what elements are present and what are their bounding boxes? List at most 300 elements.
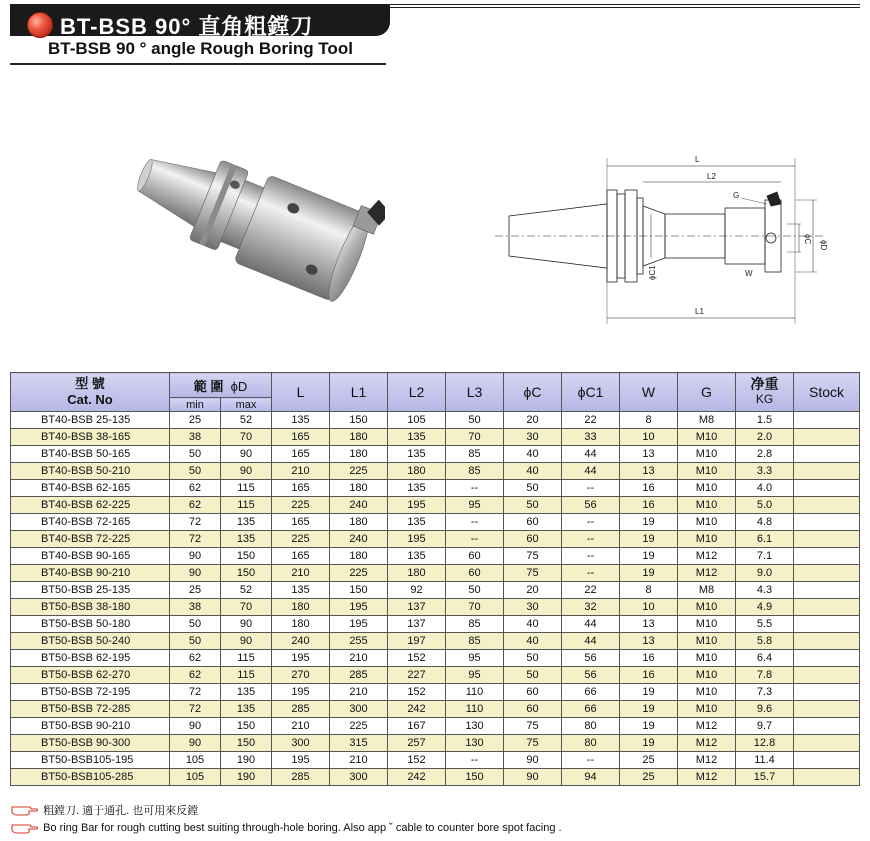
cell-d-min: 90 [170, 565, 221, 582]
table-row [11, 582, 860, 599]
cell-stock [794, 633, 860, 650]
cell-d-min: 72 [170, 514, 221, 531]
cell-l1: 180 [330, 548, 388, 565]
cell-l3: -- [446, 531, 504, 548]
cell-c: 60 [504, 514, 562, 531]
cell-l2: 180 [388, 463, 446, 480]
cell-c: 60 [504, 701, 562, 718]
cell-d-min: 62 [170, 480, 221, 497]
footnote [10, 802, 198, 818]
table-row [11, 633, 860, 650]
cell-weight: 1.5 [736, 412, 794, 429]
cell-cat-no: BT40-BSB 62-165 [11, 480, 170, 497]
header-cat-cn: 型 號 [75, 376, 105, 391]
cell-weight: 6.4 [736, 650, 794, 667]
cell-l2: 105 [388, 412, 446, 429]
cell-c: 75 [504, 548, 562, 565]
cell-l3: 95 [446, 497, 504, 514]
cell-c1: -- [562, 548, 620, 565]
cell-stock [794, 565, 860, 582]
cell-w: 13 [620, 463, 678, 480]
header-weight [736, 373, 794, 412]
cell-d-max: 150 [221, 548, 272, 565]
subtitle-rule [10, 63, 386, 65]
cell-cat-no: BT50-BSB105-285 [11, 769, 170, 786]
header-range-d: ϕD [230, 378, 248, 394]
page-subtitle: BT-BSB 90 ° angle Rough Boring Tool [48, 39, 353, 58]
cell-l: 135 [272, 412, 330, 429]
cell-d-min: 105 [170, 752, 221, 769]
cell-l2: 242 [388, 701, 446, 718]
cell-cat-no: BT50-BSB 38-180 [11, 599, 170, 616]
cell-g: M10 [678, 480, 736, 497]
cell-g: M12 [678, 769, 736, 786]
cell-d-max: 135 [221, 514, 272, 531]
cell-w: 16 [620, 480, 678, 497]
cell-l3: 50 [446, 412, 504, 429]
table-row [11, 701, 860, 718]
cell-l: 285 [272, 701, 330, 718]
header-g: G [678, 373, 736, 412]
header-rule [388, 4, 860, 5]
cell-l1: 195 [330, 616, 388, 633]
cell-c: 40 [504, 633, 562, 650]
cell-w: 19 [620, 735, 678, 752]
cell-l1: 255 [330, 633, 388, 650]
cell-w: 13 [620, 616, 678, 633]
cell-weight: 5.0 [736, 497, 794, 514]
cell-d-max: 90 [221, 446, 272, 463]
cell-w: 19 [620, 565, 678, 582]
cell-weight: 9.7 [736, 718, 794, 735]
cell-l1: 150 [330, 582, 388, 599]
cell-stock [794, 497, 860, 514]
cell-g: M12 [678, 735, 736, 752]
cell-cat-no: BT50-BSB 25-135 [11, 582, 170, 599]
cell-l: 165 [272, 480, 330, 497]
cell-cat-no: BT40-BSB 90-210 [11, 565, 170, 582]
cell-l1: 300 [330, 769, 388, 786]
cell-l2: 135 [388, 514, 446, 531]
cell-g: M10 [678, 599, 736, 616]
cell-l1: 150 [330, 412, 388, 429]
cell-d-min: 72 [170, 701, 221, 718]
cell-l3: 50 [446, 582, 504, 599]
cell-l: 165 [272, 429, 330, 446]
cell-c: 90 [504, 769, 562, 786]
cell-g: M10 [678, 684, 736, 701]
cell-l2: 167 [388, 718, 446, 735]
cell-l1: 240 [330, 497, 388, 514]
cell-w: 10 [620, 429, 678, 446]
header-w: W [620, 373, 678, 412]
cell-d-min: 62 [170, 497, 221, 514]
cell-c: 30 [504, 599, 562, 616]
cell-g: M8 [678, 412, 736, 429]
cell-l3: 110 [446, 701, 504, 718]
cell-l3: 150 [446, 769, 504, 786]
cell-l2: 180 [388, 565, 446, 582]
cell-l2: 137 [388, 599, 446, 616]
cell-c: 40 [504, 616, 562, 633]
cell-weight: 2.0 [736, 429, 794, 446]
cell-d-max: 52 [221, 582, 272, 599]
cell-g: M10 [678, 531, 736, 548]
cell-l: 300 [272, 735, 330, 752]
cell-l2: 195 [388, 497, 446, 514]
header-stock: Stock [794, 373, 860, 412]
cell-l2: 197 [388, 633, 446, 650]
cell-l2: 92 [388, 582, 446, 599]
cell-l3: 95 [446, 650, 504, 667]
cell-c1: -- [562, 565, 620, 582]
table-row [11, 599, 860, 616]
cell-d-max: 135 [221, 701, 272, 718]
cell-l1: 225 [330, 463, 388, 480]
cell-stock [794, 718, 860, 735]
cell-c1: 44 [562, 463, 620, 480]
cell-l3: 85 [446, 633, 504, 650]
cell-l2: 227 [388, 667, 446, 684]
cell-c1: 22 [562, 412, 620, 429]
table-row [11, 616, 860, 633]
header-l: L [272, 373, 330, 412]
cell-weight: 7.1 [736, 548, 794, 565]
cell-c1: 80 [562, 735, 620, 752]
cell-weight: 2.8 [736, 446, 794, 463]
cell-stock [794, 514, 860, 531]
cell-stock [794, 650, 860, 667]
cell-l: 165 [272, 514, 330, 531]
header-weight-unit: KG [755, 392, 774, 406]
table-row [11, 735, 860, 752]
cell-c1: 22 [562, 582, 620, 599]
cell-l3: 85 [446, 616, 504, 633]
cell-g: M10 [678, 616, 736, 633]
dimension-label: L1 [695, 307, 704, 316]
cell-cat-no: BT50-BSB 72-195 [11, 684, 170, 701]
cell-l3: 60 [446, 565, 504, 582]
header-c1: ϕC1 [562, 373, 620, 412]
cell-weight: 4.9 [736, 599, 794, 616]
dimension-label: ϕD [819, 240, 828, 251]
cell-l: 270 [272, 667, 330, 684]
cell-l2: 257 [388, 735, 446, 752]
cell-stock [794, 616, 860, 633]
cell-l1: 210 [330, 752, 388, 769]
title-bar [10, 4, 390, 39]
footnote-text: 粗鏜刀. 適于通孔. 也可用來反鏜 [43, 805, 199, 817]
table-row [11, 650, 860, 667]
dimension-label: G [733, 191, 740, 200]
cell-l1: 225 [330, 718, 388, 735]
cell-weight: 5.5 [736, 616, 794, 633]
cell-g: M10 [678, 701, 736, 718]
cell-cat-no: BT50-BSB 50-240 [11, 633, 170, 650]
cell-l1: 180 [330, 429, 388, 446]
cell-d-max: 90 [221, 463, 272, 480]
cell-cat-no: BT40-BSB 72-225 [11, 531, 170, 548]
cell-l: 180 [272, 616, 330, 633]
cell-g: M10 [678, 514, 736, 531]
dimension-label: ϕC [803, 234, 812, 245]
cell-w: 13 [620, 446, 678, 463]
cell-d-min: 90 [170, 735, 221, 752]
cell-c: 50 [504, 650, 562, 667]
cell-cat-no: BT50-BSB 62-270 [11, 667, 170, 684]
cell-c: 75 [504, 565, 562, 582]
cell-cat-no: BT40-BSB 50-165 [11, 446, 170, 463]
cell-c: 40 [504, 463, 562, 480]
cell-d-min: 90 [170, 718, 221, 735]
cell-cat-no: BT50-BSB 90-210 [11, 718, 170, 735]
cell-w: 16 [620, 497, 678, 514]
cell-d-min: 50 [170, 616, 221, 633]
cell-c: 20 [504, 582, 562, 599]
cell-c1: -- [562, 514, 620, 531]
table-row [11, 684, 860, 701]
cell-w: 16 [620, 650, 678, 667]
cell-l3: -- [446, 480, 504, 497]
cell-weight: 11.4 [736, 752, 794, 769]
cell-c1: -- [562, 752, 620, 769]
cell-l3: 70 [446, 429, 504, 446]
table-row [11, 429, 860, 446]
cell-weight: 9.0 [736, 565, 794, 582]
dimension-label: L [695, 155, 700, 164]
cell-d-min: 62 [170, 650, 221, 667]
dimension-label: ϕC1 [648, 265, 657, 280]
table-row [11, 531, 860, 548]
cell-l1: 180 [330, 514, 388, 531]
cell-g: M10 [678, 446, 736, 463]
cell-w: 19 [620, 684, 678, 701]
cell-l: 165 [272, 548, 330, 565]
cell-d-max: 190 [221, 769, 272, 786]
cell-l: 195 [272, 650, 330, 667]
cell-stock [794, 684, 860, 701]
cell-stock [794, 480, 860, 497]
spec-table-body [11, 412, 860, 786]
cell-cat-no: BT40-BSB 50-210 [11, 463, 170, 480]
header-l1: L1 [330, 373, 388, 412]
cell-d-min: 25 [170, 412, 221, 429]
cell-d-max: 190 [221, 752, 272, 769]
cell-l: 285 [272, 769, 330, 786]
cell-c1: -- [562, 531, 620, 548]
cell-l2: 152 [388, 650, 446, 667]
cell-l: 135 [272, 582, 330, 599]
cell-w: 16 [620, 667, 678, 684]
cell-weight: 3.3 [736, 463, 794, 480]
header-cat-en: Cat. No [67, 392, 113, 407]
cell-d-max: 115 [221, 667, 272, 684]
table-row [11, 480, 860, 497]
cell-d-min: 72 [170, 684, 221, 701]
technical-drawing [495, 148, 835, 328]
header-min: min [170, 398, 221, 412]
header-c: ϕC [504, 373, 562, 412]
header-rule [388, 7, 860, 8]
cell-l3: 130 [446, 735, 504, 752]
cell-l: 195 [272, 752, 330, 769]
table-row [11, 667, 860, 684]
cell-l3: 130 [446, 718, 504, 735]
cell-l: 180 [272, 599, 330, 616]
cell-d-min: 50 [170, 633, 221, 650]
cell-w: 25 [620, 752, 678, 769]
cell-d-min: 90 [170, 548, 221, 565]
table-row [11, 548, 860, 565]
cell-cat-no: BT40-BSB 72-165 [11, 514, 170, 531]
cell-c1: 44 [562, 446, 620, 463]
cell-d-max: 115 [221, 480, 272, 497]
cell-d-max: 150 [221, 735, 272, 752]
cell-l2: 135 [388, 548, 446, 565]
cell-d-min: 105 [170, 769, 221, 786]
cell-stock [794, 531, 860, 548]
cell-c1: 94 [562, 769, 620, 786]
cell-w: 13 [620, 633, 678, 650]
cell-d-min: 72 [170, 531, 221, 548]
cell-l1: 210 [330, 684, 388, 701]
cell-weight: 4.0 [736, 480, 794, 497]
header-l3: L3 [446, 373, 504, 412]
table-row [11, 497, 860, 514]
cell-c: 20 [504, 412, 562, 429]
cell-d-min: 50 [170, 463, 221, 480]
cell-d-min: 62 [170, 667, 221, 684]
cell-cat-no: BT40-BSB 62-225 [11, 497, 170, 514]
cell-c1: 33 [562, 429, 620, 446]
cell-l3: 70 [446, 599, 504, 616]
cell-c: 50 [504, 497, 562, 514]
cell-c: 50 [504, 667, 562, 684]
cell-cat-no: BT50-BSB 72-285 [11, 701, 170, 718]
header-weight-cn: 净重 [750, 376, 779, 392]
cell-l2: 152 [388, 752, 446, 769]
cell-d-min: 38 [170, 429, 221, 446]
page-title: BT-BSB 90° 直角粗鏜刀 [60, 14, 314, 39]
cell-l1: 300 [330, 701, 388, 718]
cell-l1: 180 [330, 480, 388, 497]
table-row [11, 752, 860, 769]
cell-c1: 66 [562, 684, 620, 701]
cell-c: 75 [504, 735, 562, 752]
pointing-hand-icon [10, 822, 40, 834]
header-max: max [221, 398, 272, 412]
cell-stock [794, 582, 860, 599]
footnote-text: Bo ring Bar for rough cutting best suiting through-hole boring. Also app ˘ cable to counter bore spot facing . [43, 822, 562, 835]
header-range-cn: 範 圍 [193, 378, 224, 394]
table-row [11, 412, 860, 429]
cell-cat-no: BT50-BSB 90-300 [11, 735, 170, 752]
cell-c1: 44 [562, 633, 620, 650]
cell-d-max: 70 [221, 599, 272, 616]
cell-w: 19 [620, 531, 678, 548]
cell-weight: 12.8 [736, 735, 794, 752]
cell-c: 90 [504, 752, 562, 769]
cell-c: 50 [504, 480, 562, 497]
cell-stock [794, 548, 860, 565]
table-row [11, 718, 860, 735]
cell-weight: 6.1 [736, 531, 794, 548]
cell-w: 19 [620, 514, 678, 531]
cell-g: M12 [678, 565, 736, 582]
cell-l1: 285 [330, 667, 388, 684]
cell-l2: 195 [388, 531, 446, 548]
cell-l: 210 [272, 463, 330, 480]
cell-d-max: 115 [221, 497, 272, 514]
header-l2: L2 [388, 373, 446, 412]
spec-table [10, 372, 860, 786]
cell-l: 195 [272, 684, 330, 701]
cell-stock [794, 429, 860, 446]
cell-cat-no: BT40-BSB 90-165 [11, 548, 170, 565]
cell-g: M10 [678, 429, 736, 446]
cell-weight: 9.6 [736, 701, 794, 718]
cell-c1: 80 [562, 718, 620, 735]
cell-l: 225 [272, 497, 330, 514]
cell-weight: 15.7 [736, 769, 794, 786]
cell-d-max: 115 [221, 650, 272, 667]
table-row [11, 565, 860, 582]
cell-c: 60 [504, 531, 562, 548]
cell-g: M8 [678, 582, 736, 599]
cell-d-max: 52 [221, 412, 272, 429]
cell-g: M12 [678, 548, 736, 565]
cell-d-max: 90 [221, 616, 272, 633]
cell-g: M12 [678, 752, 736, 769]
cell-cat-no: BT50-BSB 62-195 [11, 650, 170, 667]
cell-l1: 240 [330, 531, 388, 548]
pointing-hand-icon [10, 804, 40, 816]
cell-l3: 110 [446, 684, 504, 701]
cell-stock [794, 446, 860, 463]
cell-c: 60 [504, 684, 562, 701]
cell-l2: 152 [388, 684, 446, 701]
cell-l: 210 [272, 565, 330, 582]
cell-c: 30 [504, 429, 562, 446]
cell-w: 25 [620, 769, 678, 786]
cell-l1: 195 [330, 599, 388, 616]
cell-c: 40 [504, 446, 562, 463]
cell-stock [794, 463, 860, 480]
table-row [11, 769, 860, 786]
cell-cat-no: BT40-BSB 25-135 [11, 412, 170, 429]
cell-l: 165 [272, 446, 330, 463]
cell-l2: 135 [388, 480, 446, 497]
cell-d-max: 70 [221, 429, 272, 446]
dimension-label: W [745, 269, 753, 278]
cell-d-max: 150 [221, 565, 272, 582]
cell-c1: 56 [562, 667, 620, 684]
cell-d-min: 38 [170, 599, 221, 616]
cell-d-max: 135 [221, 531, 272, 548]
cell-d-max: 150 [221, 718, 272, 735]
cell-weight: 7.8 [736, 667, 794, 684]
cell-stock [794, 599, 860, 616]
cell-l3: 60 [446, 548, 504, 565]
cell-g: M10 [678, 650, 736, 667]
cell-stock [794, 412, 860, 429]
cell-l1: 315 [330, 735, 388, 752]
cell-l: 240 [272, 633, 330, 650]
cell-d-max: 90 [221, 633, 272, 650]
cell-c1: 44 [562, 616, 620, 633]
cell-l2: 135 [388, 429, 446, 446]
cell-l2: 137 [388, 616, 446, 633]
